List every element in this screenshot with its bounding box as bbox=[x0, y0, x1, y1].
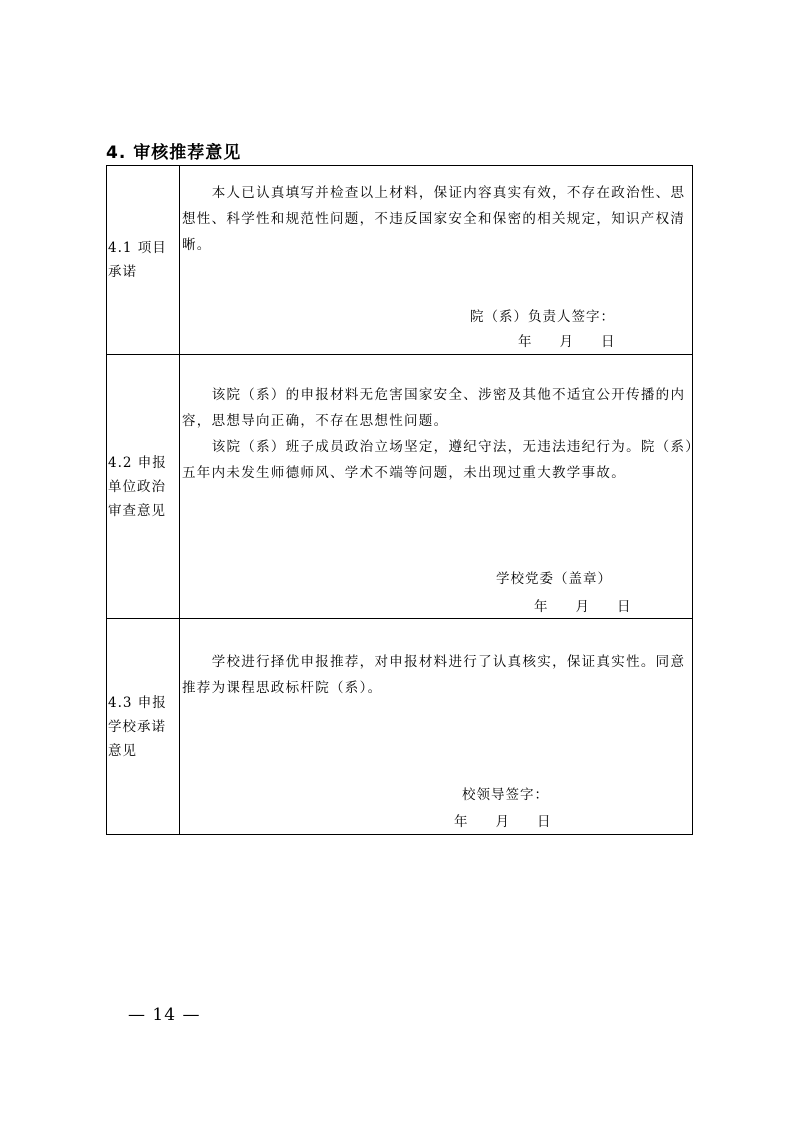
paragraph: 该院（系）的申报材料无危害国家安全、涉密及其他不适宜公开传播的内容，思想导向正确，不存在思想性问题。 bbox=[182, 387, 686, 429]
date-line bbox=[518, 332, 615, 352]
date-month: 月 bbox=[575, 599, 589, 615]
date-line bbox=[454, 812, 551, 832]
date-day: 日 bbox=[537, 814, 551, 830]
page-number: — 14 — bbox=[128, 1005, 201, 1025]
date-day: 日 bbox=[601, 334, 615, 350]
row-label: 4.1 项目承诺 bbox=[107, 166, 180, 355]
review-table bbox=[106, 165, 693, 835]
signer-label: 院（系）负责人签字： bbox=[470, 309, 615, 325]
date-year: 年 bbox=[518, 334, 532, 350]
date-day: 日 bbox=[617, 599, 631, 615]
row-label: 4.2 申报单位政治审查意见 bbox=[107, 355, 180, 619]
row-content bbox=[180, 619, 693, 835]
row-content bbox=[180, 166, 693, 355]
paragraph: 本人已认真填写并检查以上材料，保证内容真实有效，不存在政治性、思想性、科学性和规范性问题，不违反国家安全和保密的相关规定，知识产权清晰。 bbox=[182, 185, 686, 253]
signer-label: 学校党委（盖章） bbox=[496, 571, 612, 587]
date-line bbox=[534, 597, 631, 617]
signer-label: 校领导签字： bbox=[462, 787, 549, 803]
date-year: 年 bbox=[454, 814, 468, 830]
row-content bbox=[180, 355, 693, 619]
table-row bbox=[107, 355, 693, 619]
table-row bbox=[107, 619, 693, 835]
date-year: 年 bbox=[534, 599, 548, 615]
table-row bbox=[107, 166, 693, 355]
section-title: 4. 审核推荐意见 bbox=[106, 143, 242, 163]
paragraph: 学校进行择优申报推荐，对申报材料进行了认真核实，保证真实性。同意推荐为课程思政标杆院（系）。 bbox=[182, 654, 686, 696]
date-month: 月 bbox=[559, 334, 573, 350]
date-month: 月 bbox=[495, 814, 509, 830]
paragraph: 该院（系）班子成员政治立场坚定，遵纪守法，无违法违纪行为。院（系）五年内未发生师德师风、学术不端等问题，未出现过重大教学事故。 bbox=[182, 439, 694, 481]
row-label: 4.3 申报学校承诺意见 bbox=[107, 619, 180, 835]
